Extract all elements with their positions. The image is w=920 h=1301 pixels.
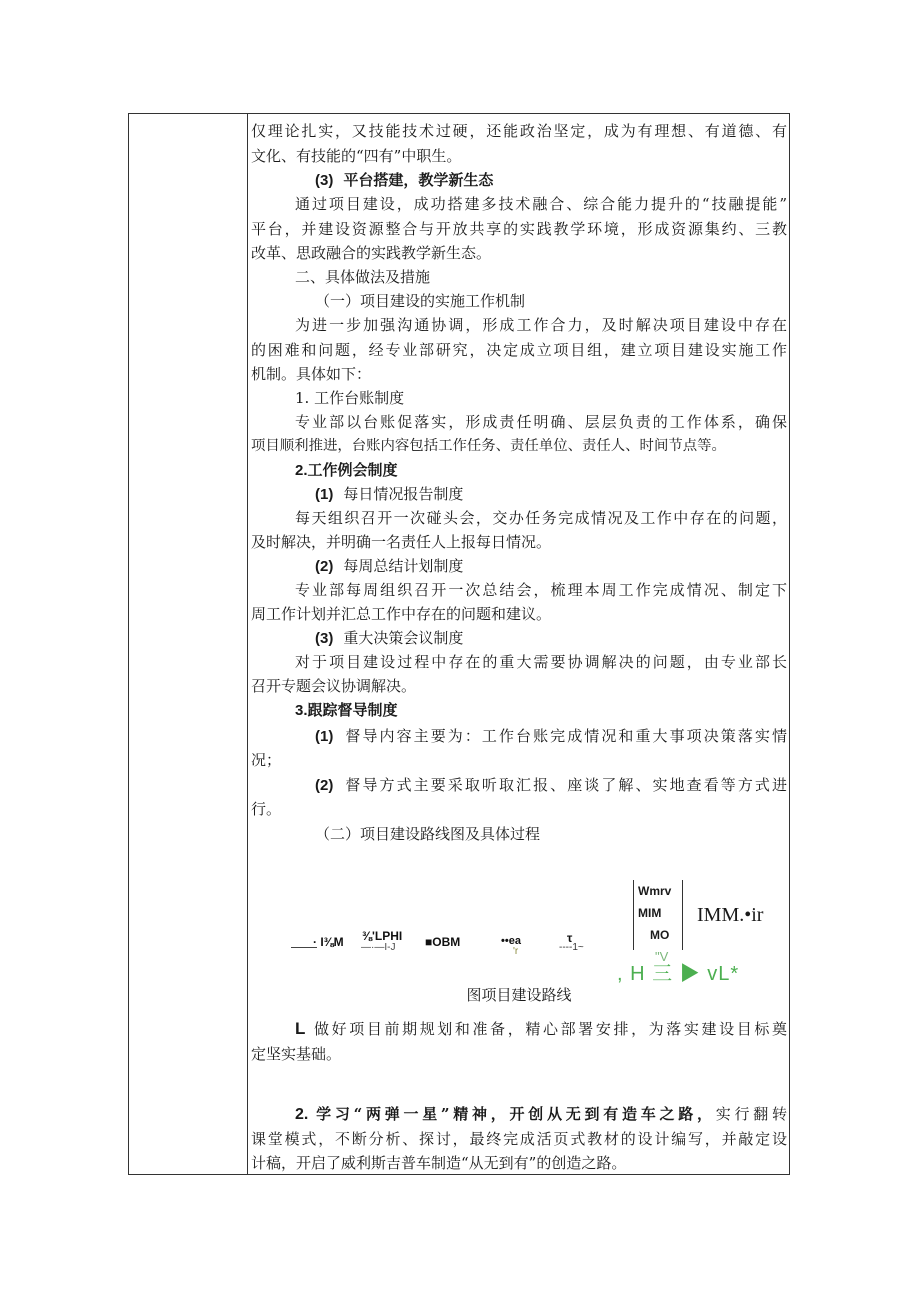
text-line: 召开专题会议协调解决。 [251,677,417,695]
step-2 [295,1104,787,1125]
item-text: 督导方式主要采取听取汇报、座谈了解、实地查看等方式进 [343,776,787,794]
document-table [128,113,790,1175]
sub-heading-daily [315,484,463,505]
item-text: 督导内容主要为：工作台账完成情况和重大事项决策落实情 [343,727,787,745]
text-line: 项目顺利推进，台账内容包括工作任务、责任单位、责任人、时间节点等。 [251,438,726,454]
heading-text: 重大决策会议制度 [343,629,464,647]
diagram-big-label: IMM.•ir [697,904,764,926]
box-line: MIM [638,906,662,920]
section-heading-platform [315,170,493,191]
supervision-item-2 [315,775,787,796]
diagram-node-sub: 'r [513,946,519,957]
text-line: 的困难和问题，经专业部研究，决定成立项目组，建立项目建设实施工作 [251,341,787,359]
text-line: 机制。具体如下： [251,365,372,383]
sub-heading-meeting [295,460,398,481]
diagram-node-sub: —·—I-J [361,942,396,953]
section-heading-measures: 二、具体做法及措施 [295,268,431,286]
diagram-box [633,880,683,950]
text-line: 行。 [251,800,282,818]
step-marker: L [295,1019,306,1038]
diagram-box-sub: "V [655,949,669,964]
heading-text: 平台搭建，教学新生态 [343,171,494,189]
item-number: (1) [315,728,334,745]
route-diagram [251,879,787,989]
heading-text: 工作例会制度 [307,461,398,479]
step-text: 实行翻转 [715,1105,787,1123]
diagram-node: · I⅜M [313,935,344,949]
sub-heading-supervision [295,700,398,721]
text-line: 况； [251,751,282,769]
text-line: 课堂模式，不断分析、探讨，最终完成活页式教材的设计编写，并敲定设 [251,1130,787,1148]
diagram-node: ⅜'LPHI [362,929,403,943]
sub-heading-ledger: 1. 工作台账制度 [295,389,405,407]
diagram-node: τ [567,931,573,945]
figure-caption: 图项目建设路线 [466,986,572,1004]
sub-heading-weekly [315,556,463,577]
heading-text: 每日情况报告制度 [343,485,464,503]
step-1 [295,1019,787,1039]
diagram-node: ••ea [501,935,521,947]
text-line: 平台，并建设资源整合与开放共享的实践教学环境，形成资源集约、三教 [251,220,787,238]
text-line: 专业部以台账促落实，形成责任明确、层层负责的工作体系，确保 [295,413,787,431]
box-line: MO [650,928,670,942]
text-line: 对于项目建设过程中存在的重大需要协调解决的问题，由专业部长 [295,653,787,671]
column-divider [247,114,248,1174]
heading-text: 跟踪督导制度 [307,701,398,719]
box-line: Wmrv [638,884,672,898]
diagram-green-label: , H 三 ▶ vL* [617,963,740,985]
step-number: 2. [295,1106,309,1123]
diagram-node: ■OBM [425,935,461,949]
item-number: (2) [315,777,334,794]
text-line: 定坚实基础。 [251,1045,342,1063]
text-line: 专业部每周组织召开一次总结会，梳理本周工作完成情况、制定下 [295,581,787,599]
diagram-node-sub: ----1~ [559,942,584,953]
supervision-item-1 [315,726,787,747]
step-text: 做好项目前期规划和准备，精心部署安排，为落实建设目标奠 [311,1020,787,1038]
heading-number: (3) [315,630,334,647]
text-line: 及时解决，并明确一名责任人上报每日情况。 [251,533,552,551]
text-line: 文化、有技能的“四有”中职生。 [251,147,462,165]
section-heading-route: （二）项目建设路线图及具体过程 [315,825,541,843]
step-text-bold: 学习“两弹一星”精神，开创从无到有造车之路， [312,1105,716,1123]
heading-text: 每周总结计划制度 [343,557,464,575]
text-line: 通过项目建设，成功搭建多技术融合、综合能力提升的“技融提能” [295,195,787,213]
sub-heading-major [315,628,463,649]
text-line: 计稿，开启了威利斯吉普车制造“从无到有”的创造之路。 [251,1154,627,1172]
heading-number: (1) [315,486,334,503]
section-heading-mechanism: （一）项目建设的实施工作机制 [315,292,526,310]
text-line: 每天组织召开一次碰头会，交办任务完成情况及工作中存在的问题， [295,509,787,527]
heading-number: (2) [315,558,334,575]
text-line: 改革、思政融合的实践教学新生态。 [251,244,492,262]
text-line: 周工作计划并汇总工作中存在的问题和建议。 [251,605,552,623]
heading-number: (3) [315,172,334,189]
text-line: 仅理论扎实，又技能技术过硬，还能政治坚定，成为有理想、有道德、有 [251,122,787,140]
text-line: 为进一步加强沟通协调，形成工作合力，及时解决项目建设中存在 [295,316,787,334]
heading-number: 3. [295,702,308,719]
heading-number: 2. [295,462,308,479]
